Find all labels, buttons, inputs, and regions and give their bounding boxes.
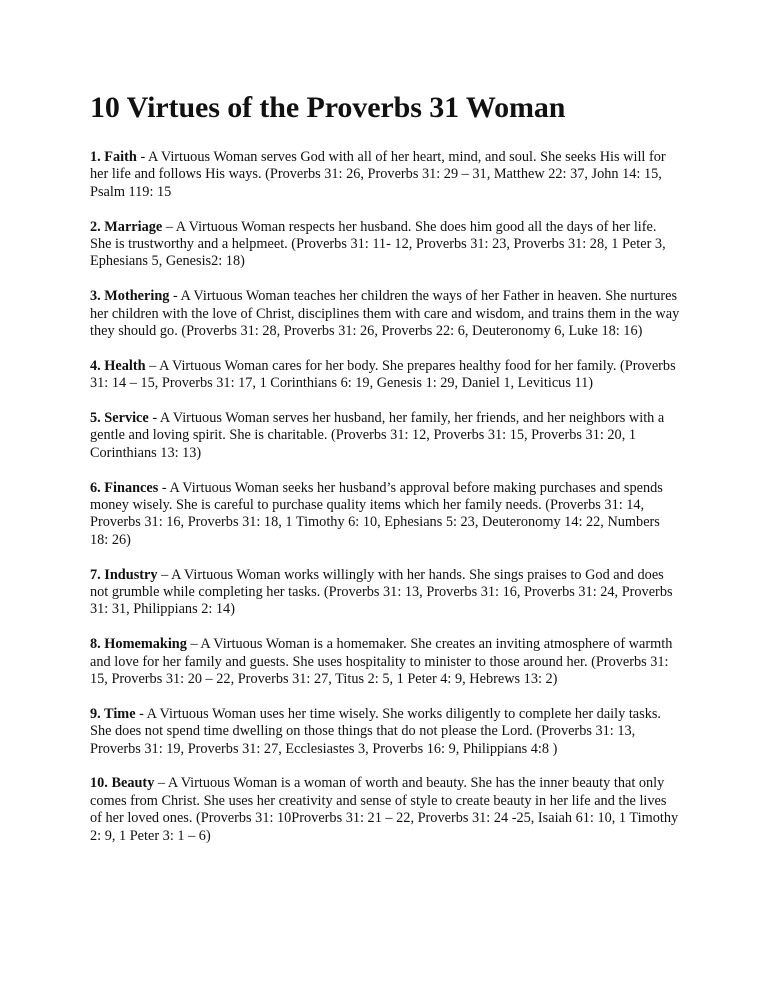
virtue-text: A Virtuous Woman is a woman of worth and beauty. She has the inner beauty that only comes from Christ. She uses her creativity and sense of style to create beauty in her life and the lives of her loved ones. (Proverbs 31: 10Proverbs 31: 21 – 22, Proverbs 31: 24 -25, Isaiah 61: 10, 1 Timothy 2: 9, 1 Peter 3: 1 – 6) [90, 775, 679, 844]
virtue-item-industry [90, 567, 680, 619]
virtue-text: A Virtuous Woman serves her husband, her family, her friends, and her neighbors with a gentle and loving spirit. She is charitable. (Proverbs 31: 12, Proverbs 31: 15, Proverbs 31: 20, 1 Corinthians 13: 13) [90, 410, 665, 461]
virtue-separator: – [157, 566, 172, 583]
virtue-separator: – [162, 218, 176, 235]
virtue-text: A Virtuous Woman uses her time wisely. She works diligently to complete her daily tasks. She does not spend time dwelling on those things that do not please the Lord. (Proverbs 31: 13, Proverbs 31: 19, Proverbs 31: 27, Ecclesiastes 3, Proverbs 16: 9, Philippians 4:8 ) [90, 705, 662, 757]
virtue-text: A Virtuous Woman seeks her husband’s approval before making purchases and spends money wisely. She is careful to purchase quality items which her family needs. (Proverbs 31: 14, Proverbs 31: 16, Proverbs 31: 18, 1 Timothy 6: 10, Ephesians 5: 23, Deuteronomy 14: 22, Numbers 18: 26) [90, 479, 663, 548]
virtue-separator: - [169, 288, 181, 305]
virtue-heading: 3. Mothering [90, 288, 170, 305]
virtue-separator: – [186, 636, 201, 653]
virtue-separator: – [145, 357, 160, 374]
virtue-heading: 1. Faith [90, 149, 137, 165]
virtue-heading: 9. Time [90, 705, 136, 722]
virtue-separator: - [135, 705, 147, 722]
document-title: 10 Virtues of the Proverbs 31 Woman [90, 91, 566, 124]
virtue-separator: - [158, 479, 170, 496]
virtue-separator: – [154, 775, 168, 792]
virtue-heading: 6. Finances [90, 479, 159, 496]
virtue-item-time [90, 706, 680, 758]
virtue-item-mothering [90, 288, 680, 340]
virtue-text: A Virtuous Woman is a homemaker. She creates an inviting atmosphere of warmth and love for her family and guests. She uses hospitality to minister to those around her. (Proverbs 31: 15, Proverbs 31: 20 – 22, Proverbs 31: 27, Titus 2: 5, 1 Peter 4: 9, Hebrews 13: 2) [90, 636, 673, 688]
virtue-item-marriage [90, 219, 680, 271]
virtue-item-finances [90, 480, 680, 550]
virtue-heading: 5. Service [90, 410, 149, 427]
virtue-text: A Virtuous Woman works willingly with her hands. She sings praises to God and does not grumble while completing her tasks. (Proverbs 31: 13, Proverbs 31: 16, Proverbs 31: 24, Proverbs 31: 31, Philippians 2: 14) [90, 566, 673, 618]
virtue-heading: 4. Health [90, 357, 146, 374]
virtue-separator: - [148, 410, 160, 427]
virtue-heading: 8. Homemaking [90, 636, 187, 653]
virtue-separator: - [136, 149, 148, 165]
document-page [90, 88, 680, 863]
virtue-text: A Virtuous Woman teaches her children the ways of her Father in heaven. She nurtures her children with the love of Christ, disciplines them with care and wisdom, and trains them in the way they should go. (Proverbs 31: 28, Proverbs 31: 26, Proverbs 22: 6, Deuteronomy 6, Luke 18: 16) [90, 288, 680, 340]
virtue-heading: 10. Beauty [90, 775, 155, 792]
virtue-text: A Virtuous Woman respects her husband. She does him good all the days of her life. She is trustworthy and a helpmeet. (Proverbs 31: 11- 12, Proverbs 31: 23, Proverbs 31: 28, 1 Peter 3, Ephesians 5, Genesis2: 18) [90, 218, 666, 270]
virtue-item-health [90, 358, 680, 393]
virtue-heading: 7. Industry [90, 566, 158, 583]
virtue-text: A Virtuous Woman serves God with all of her heart, mind, and soul. She seeks His will for her life and follows His ways. (Proverbs 31: 26, Proverbs 31: 29 – 31, Matthew 22: 37, John 14: 15, Psalm 119: 15 [90, 149, 666, 200]
virtue-item-beauty [90, 775, 680, 845]
virtue-text: A Virtuous Woman cares for her body. She prepares healthy food for her family. (Proverbs 31: 14 – 15, Proverbs 31: 17, 1 Corinthians 6: 19, Genesis 1: 29, Daniel 1, Leviticus 11) [90, 357, 676, 392]
virtue-item-faith [90, 149, 680, 201]
virtue-heading: 2. Marriage [90, 218, 163, 235]
virtue-item-homemaking [90, 636, 680, 688]
virtue-item-service [90, 410, 680, 462]
